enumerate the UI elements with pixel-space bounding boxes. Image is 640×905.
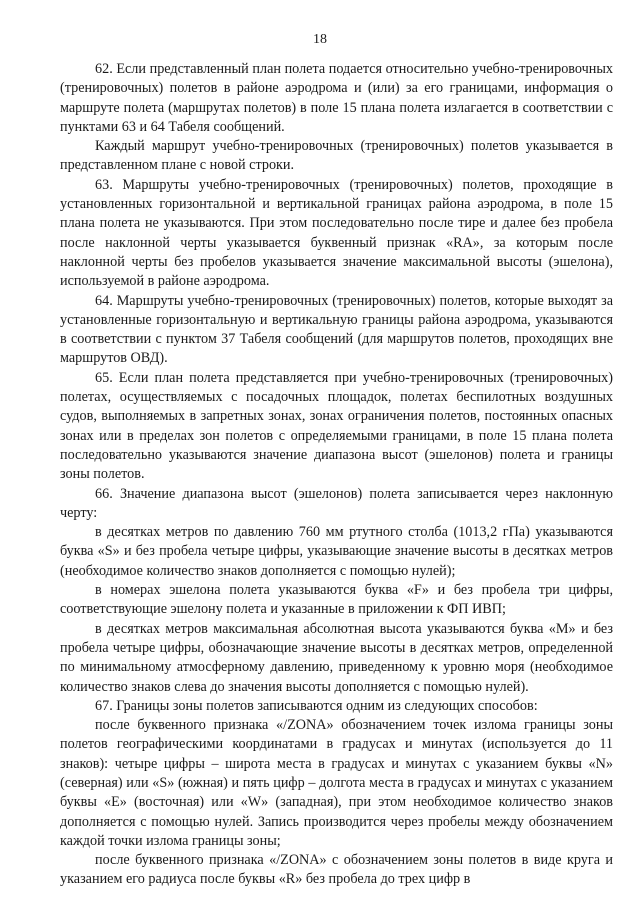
paragraph-67-circle: после буквенного признака «/ZONA» с обозначением зоны полетов в виде круга и указанием его радиуса после буквы «R» без пробела до трех цифр в: [60, 852, 613, 888]
paragraph-66-flight-level: в номерах эшелона полета указываются буква «F» и без пробела три цифры, соответствующие эшелону полета и указанные в приложении к ФП ИВП;: [60, 582, 613, 618]
paragraph-67: 67. Границы зоны полетов записываются одним из следующих способов:: [95, 697, 538, 714]
paragraph-66-max-altitude: в десятках метров максимальная абсолютная высота указываются буква «M» и без пробела четыре цифры, обозначающие значение высоты в десятках метров, определенной по минимальному атмосферному давлению, приведенному к уровню моря (необходимое количество знаков слева до значения высоты дополняется с помощью нулей).: [60, 620, 613, 695]
document-body: [60, 60, 613, 890]
paragraph-66-meters: в десятках метров по давлению 760 мм ртутного столба (1013,2 гПа) указываются буква «S» и без пробела четыре цифры, указывающие значение высоты в десятках метров (необходимое количество знаков дополняется с помощью нулей);: [60, 524, 613, 579]
paragraph-66: 66. Значение диапазона высот (эшелонов) полета записывается через наклонную черту:: [60, 485, 613, 521]
paragraph-63: 63. Маршруты учебно-тренировочных (тренировочных) полетов, проходящие в установленных горизонтальной и вертикальной границах района аэродрома, в поле 15 плана полета не указываются. При этом последовательно после тире и далее без пробела после наклонной черты указывается буквенный признак «RA», за которым после наклонной черты без пробелов указывается значение максимальной высоты (эшелона), используемой в районе аэродрома.: [60, 176, 613, 290]
paragraph-64: 64. Маршруты учебно-тренировочных (тренировочных) полетов, которые выходят за установленные горизонтальную и вертикальную границы района аэродрома, указываются в соответствии с пунктом 37 Табеля сообщений (для маршрутов полетов, проходящих вне маршрутов ОВД).: [60, 292, 613, 367]
paragraph-62: 62. Если представленный план полета подается относительно учебно-тренировочных (тренировочных) полетов в районе аэродрома и (или) за его границами, информация о маршруте полета (маршрутах полетов) в поле 15 плана полета излагается в соответствии с пунктами 63 и 64 Табеля сообщений.: [60, 61, 613, 135]
paragraph-67-points: после буквенного признака «/ZONA» обозначением точек излома границы зоны полетов географическими координатами в градусах и минутах (используется до 11 знаков): четыре цифры – широта места в градусах и минутах с указанием буквы «N» (северная) или «S» (южная) и пять цифр – долгота места в градусах и минутах с указанием буквы «E» (восточная) или «W» (западная), при этом необходимое количество знаков дополняется с помощью нулей. Запись производится через пробелы между обозначением каждой точки излома границы зоны;: [60, 717, 613, 849]
page-number: 18: [313, 32, 327, 47]
paragraph-62-route: Каждый маршрут учебно-тренировочных (тренировочных) полетов указывается в представленном плане с новой строки.: [60, 138, 613, 174]
paragraph-65: 65. Если план полета представляется при учебно-тренировочных (тренировочных) полетах, осуществляемых с посадочных площадок, полетах беспилотных воздушных судов, выполняемых в запретных зонах, зонах ограничения полетов, постоянных опасных зонах или в пределах зон полетов с определяемыми границами, в поле 15 плана полета последовательно указываются значение диапазона высот (эшелонов) полета и границы зоны полетов.: [60, 369, 613, 483]
